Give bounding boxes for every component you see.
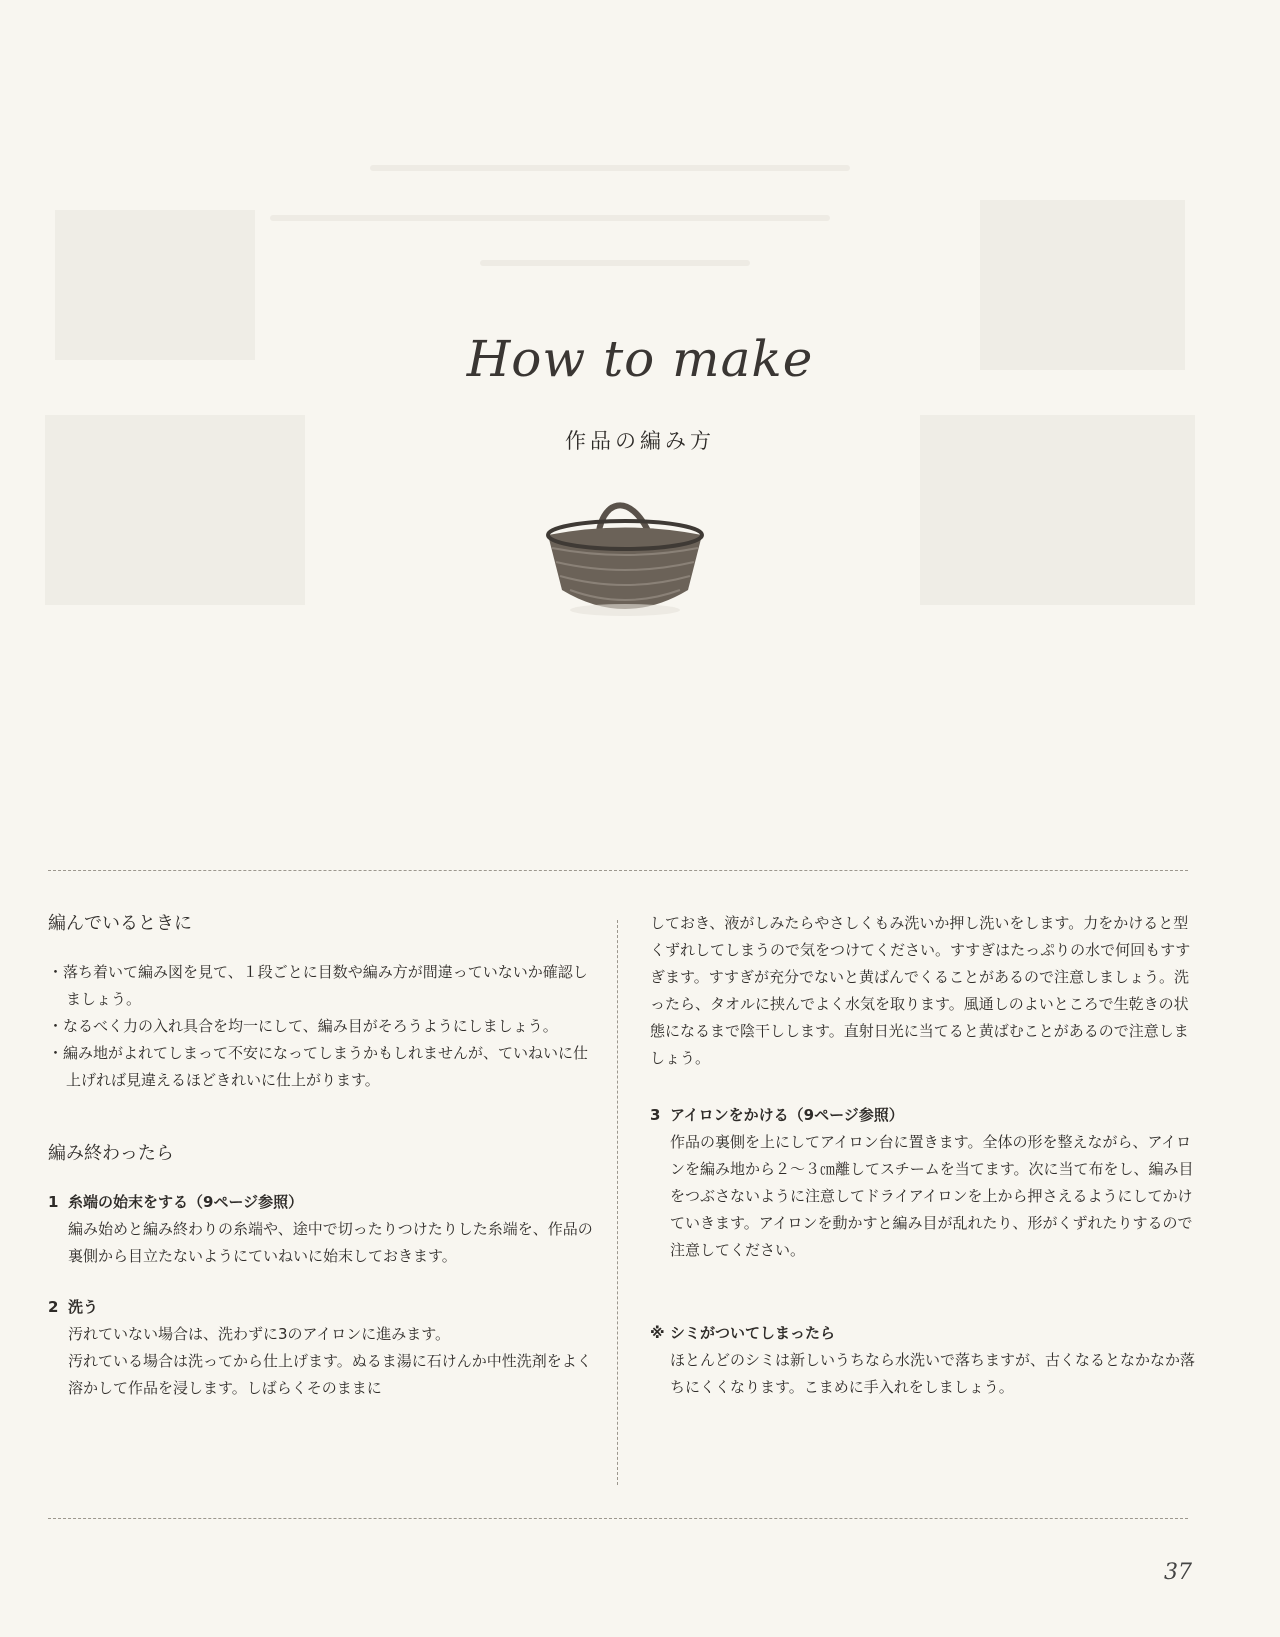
left-column — [48, 910, 593, 1402]
stain-body: ほとんどのシミは新しいうちなら水洗いで落ちますが、古くなるとなかなか落ちにくくなります。こまめに手入れをしましょう。 — [670, 1351, 1196, 1396]
step-3-body: 作品の裏側を上にしてアイロン台に置きます。全体の形を整えながら、アイロンを編み地から２～３㎝離してスチームを当てます。次に当て布をし、編み目をつぶさないように注意してドライアイロンを上から押さえるようにしてかけていきます。アイロンを動かすと編み目が乱れたり、形がくずれたりするので注意してください。 — [670, 1133, 1194, 1259]
page-number: 37 — [1164, 1560, 1192, 1585]
tip-item: ・落ち着いて編み図を見て、１段ごとに目数や編み方が間違っていないか確認しましょう。 — [48, 963, 588, 1008]
right-column — [650, 910, 1195, 1401]
step-1-title: 1 糸端の始末をする（9ページ参照） — [48, 1189, 593, 1216]
stain-title: ※ シミがついてしまったら — [650, 1320, 1195, 1347]
section-heading-finished: 編み終わったら — [48, 1143, 174, 1164]
section-divider-top — [48, 870, 1188, 871]
step-number: 1 — [48, 1193, 59, 1211]
washing-continued: しておき、液がしみたらやさしくもみ洗いか押し洗いをします。力をかけると型くずれしてしまうので気をつけてください。すすぎはたっぷりの水で何回もすすぎます。すすぎが充分でないと黄ばんでくることがあるので注意しましょう。洗ったら、タオルに挟んでよく水気を取ります。風通しのよいところで生乾きの状態になるまで陰干しします。直射日光に当てると黄ばむことがあるので注意しましょう。 — [650, 914, 1191, 1067]
page-subtitle: 作品の編み方 — [565, 429, 715, 453]
step-2-title: 2 洗う — [48, 1294, 593, 1321]
step-2-body: 汚れている場合は洗ってから仕上げます。ぬるま湯に石けんか中性洗剤をよく溶かして作品を浸します。しばらくそのままに — [68, 1352, 592, 1397]
wicker-basket-with-yarn-icon — [540, 490, 710, 625]
step-number: 3 — [650, 1106, 661, 1124]
step-number: 2 — [48, 1298, 59, 1316]
show-through-line — [370, 165, 850, 171]
page-title: How to make — [466, 330, 814, 388]
show-through-line — [480, 260, 750, 266]
show-through-line — [270, 215, 830, 221]
section-divider-bottom — [48, 1518, 1188, 1519]
column-divider — [617, 920, 618, 1485]
step-1-body: 編み始めと編み終わりの糸端や、途中で切ったりつけたりした糸端を、作品の裏側から目立たないようにていねいに始末しておきます。 — [68, 1220, 593, 1265]
section-heading-knitting: 編んでいるときに — [48, 913, 192, 934]
note-mark: ※ — [650, 1324, 665, 1342]
step-3-title: 3 アイロンをかける（9ページ参照） — [650, 1102, 1195, 1129]
step-2-body: 汚れていない場合は、洗わずに3のアイロンに進みます。 — [68, 1325, 450, 1343]
tip-item: ・編み地がよれてしまって不安になってしまうかもしれませんが、ていねいに仕上げれば見違えるほどきれいに仕上がります。 — [48, 1044, 589, 1089]
tip-item: ・なるべく力の入れ具合を均一にして、編み目がそろうようにしましょう。 — [48, 1017, 558, 1035]
